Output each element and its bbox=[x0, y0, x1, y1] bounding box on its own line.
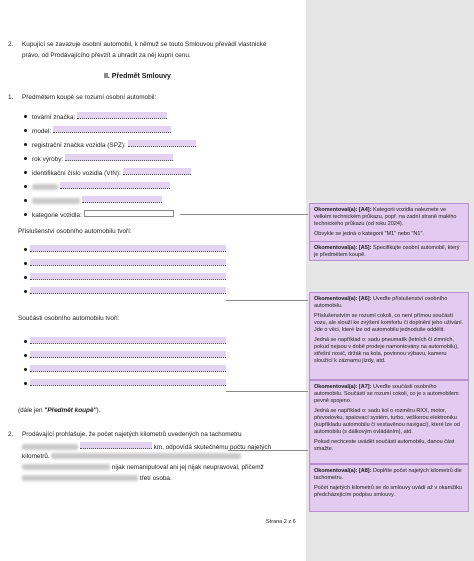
bullet-icon bbox=[24, 213, 27, 216]
redacted-text bbox=[32, 198, 80, 204]
comment-connector bbox=[226, 391, 308, 392]
paragraph-number: 1. bbox=[8, 94, 14, 101]
bullet-icon bbox=[24, 248, 27, 251]
field-label-redacted bbox=[32, 182, 170, 192]
paragraph-text: třetí osoba. bbox=[22, 475, 172, 483]
bullet-icon bbox=[24, 199, 27, 202]
field-label: tovární značka: bbox=[32, 112, 167, 122]
comment-a6[interactable]: Okomentoval(a): [A6]: Uveďte příslušenství osobního automobilu. Příslušenstvím se rozumí cokoli, co není přímou součástí vozu, ale slouží ke zvýšení komfortu či doplnění jeho užívání. Jde o věci, které lze od automobilu jednoduše oddělit. Jedná se například o: sadu pneumatik (letních či zimních, pokud nejsou v době prodeje namontovány na automobilu), střešní nosič, držák na kola, povinnou výbavu, kameru sloužící k záznamu jízdy, atd. bbox=[309, 292, 469, 380]
redacted-text bbox=[22, 475, 138, 481]
paragraph-text: km, odpovídá skutečnému počtu najetých bbox=[22, 442, 271, 452]
bullet-icon bbox=[24, 129, 27, 132]
redacted-text bbox=[51, 453, 241, 459]
part-line bbox=[30, 337, 226, 347]
comment-a7[interactable]: Okomentoval(a): [A7]: Uveďte součásti osobního automobilu. Součástí se rozumí cokoli, co je s automobilem pevně spojeno. Jedná se například o: sadu kol o rozměru RXX, motor, převodovku, spalovací systém, turbo, veškerou elektroniku (kupříkladu automobilu či vestavěnou navigaci), které lze od automobilu (s dálkovým ovládáním), atd. Pokud nechceste uvádět součásti automobilu, danou část smažte. bbox=[309, 380, 469, 464]
paragraph-text: Kupující se zavazuje osobní automobil, k němuž se touto Smlouvou převádí vlastnické bbox=[22, 41, 267, 48]
defined-term-line: (dále jen "Předmět koupě"). bbox=[18, 407, 101, 414]
bullet-icon bbox=[24, 185, 27, 188]
bullet-icon bbox=[24, 276, 27, 279]
accessory-line bbox=[30, 273, 226, 283]
field-blank[interactable] bbox=[77, 112, 167, 119]
field-blank[interactable] bbox=[123, 168, 191, 175]
bullet-icon bbox=[24, 354, 27, 357]
field-blank[interactable] bbox=[30, 259, 226, 266]
field-blank[interactable] bbox=[53, 126, 171, 133]
accessory-line bbox=[30, 259, 226, 269]
paragraph-text: Prodávající prohlašuje, že počet najetých kilometrů uvedených na tachometru bbox=[22, 431, 242, 438]
bullet-icon bbox=[24, 368, 27, 371]
comment-connector bbox=[228, 450, 308, 451]
accessory-line bbox=[30, 287, 226, 297]
comment-connector bbox=[226, 300, 308, 301]
bullet-icon bbox=[24, 143, 27, 146]
comment-a4[interactable]: Okomentoval(a): [A4]: Kategorii vozidla naleznete ve velkém technickém průkazu, popř. na zadní straně malého technického průkazu (od roku 2024). Obvykle se jedná o kategorii "M1" nebo "N1". bbox=[309, 203, 469, 243]
field-label: model: bbox=[32, 126, 171, 136]
paragraph-text: Předmětem koupě se rozumí osobní automobil: bbox=[22, 94, 157, 101]
field-blank[interactable] bbox=[60, 182, 170, 189]
parts-label: Součásti osobního automobilu tvoří: bbox=[18, 315, 120, 322]
bullet-icon bbox=[24, 157, 27, 160]
field-blank[interactable] bbox=[30, 379, 226, 386]
paragraph-number: 2. bbox=[8, 41, 14, 48]
bullet-icon bbox=[24, 171, 27, 174]
paragraph-number: 2. bbox=[8, 431, 14, 438]
field-label: registrační značka vozidla (SPZ): bbox=[32, 140, 196, 150]
field-blank[interactable] bbox=[84, 210, 174, 217]
bullet-icon bbox=[24, 290, 27, 293]
field-blank[interactable] bbox=[65, 154, 173, 161]
accessories-label: Příslušenství osobního automobilu tvoří: bbox=[18, 228, 132, 235]
field-blank[interactable] bbox=[30, 351, 226, 358]
field-blank[interactable] bbox=[82, 196, 162, 203]
redacted-text bbox=[32, 184, 58, 190]
field-label: identifikační číslo vozidla (VIN): bbox=[32, 168, 191, 178]
field-label: rok výroby: bbox=[32, 154, 173, 164]
paragraph-text: právo, od Prodávajícího převzít a uhradit za něj kupní cenu. bbox=[22, 52, 191, 59]
paragraph-text: nijak nemanipuloval ani jej nijak neupravoval, přičemž bbox=[22, 464, 264, 472]
field-blank[interactable] bbox=[30, 287, 226, 294]
accessory-line bbox=[30, 245, 226, 255]
field-blank[interactable] bbox=[128, 140, 196, 147]
bullet-icon bbox=[24, 115, 27, 118]
field-blank[interactable] bbox=[80, 442, 152, 449]
redacted-text bbox=[22, 464, 110, 470]
bullet-icon bbox=[24, 382, 27, 385]
field-label: kategorie vozidla: bbox=[32, 210, 174, 220]
part-line bbox=[30, 351, 226, 361]
field-blank[interactable] bbox=[30, 273, 226, 280]
comment-a8[interactable]: Okomentoval(a): [A8]: Doplňte počet najetých kilometrů dle tachometru. Počet najetých kilometrů se do smlouvy uvádí až v okamžiku předcházejícím podpisu smlouvy. bbox=[309, 464, 469, 512]
bullet-icon bbox=[24, 262, 27, 265]
page-number: Strana 2 z 6 bbox=[266, 519, 296, 525]
comment-connector bbox=[180, 214, 308, 215]
comment-a5[interactable]: Okomentoval(a): [A5]: Specifikujte osobní automobil, který je předmětem koupě. bbox=[309, 241, 469, 261]
field-label-redacted bbox=[32, 196, 162, 206]
section-heading: II. Předmět Smlouvy bbox=[104, 73, 171, 80]
redacted-text bbox=[22, 444, 78, 450]
part-line bbox=[30, 365, 226, 375]
part-line bbox=[30, 379, 226, 389]
field-blank[interactable] bbox=[30, 365, 226, 372]
field-blank[interactable] bbox=[30, 245, 226, 252]
bullet-icon bbox=[24, 340, 27, 343]
field-blank[interactable] bbox=[30, 337, 226, 344]
paragraph-text: kilometrů. bbox=[22, 453, 241, 461]
